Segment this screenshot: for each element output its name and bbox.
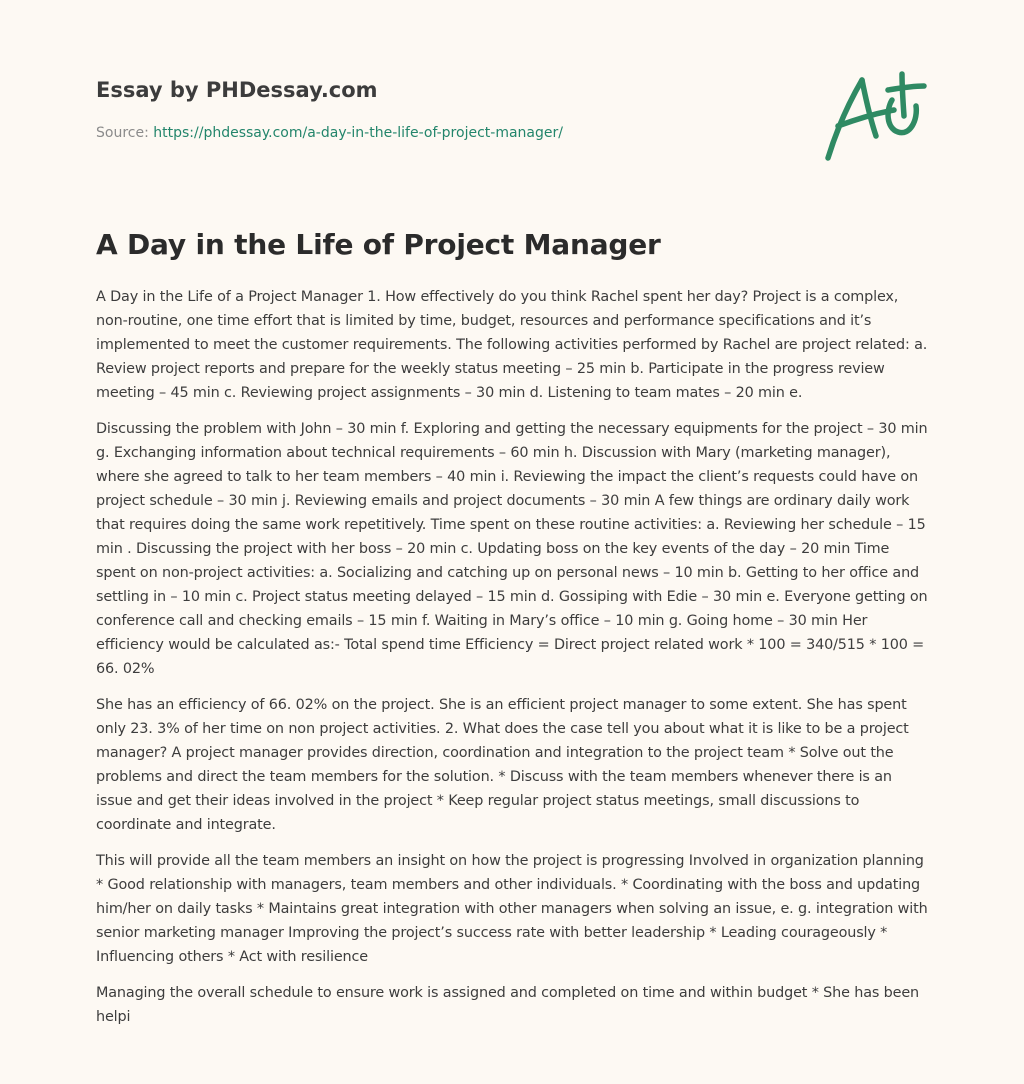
essay-title: A Day in the Life of Project Manager: [96, 228, 661, 261]
essay-paragraph: This will provide all the team members an insight on how the project is progressing Involved in organization planning * Good relationship with managers, team members and other individuals. * Coordinating with the boss and updating him/her on daily tasks * Maintains great integration with other managers when solving an issue, e. g. integration with senior marketing manager Improving the project’s success rate with better leadership * Leading courageously * Influencing others * Act with resilience: [96, 853, 928, 965]
essay-paragraph: A Day in the Life of a Project Manager 1. How effectively do you think Rachel spent her day? Project is a complex, non-routine, one time effort that is limited by time, budget, resources and performance specifications and it’s implemented to meet the customer requirements. The following activities performed by Rachel are project related: a. Review project reports and prepare for the weekly status meeting – 25 min b. Participate in the progress review meeting – 45 min c. Reviewing project assignments – 30 min d. Listening to team mates – 20 min e.: [96, 289, 928, 401]
essay-paragraph: She has an efficiency of 66. 02% on the project. She is an efficient project manager to some extent. She has spent only 23. 3% of her time on non project activities. 2. What does the case tell you about what it is like to be a project manager? A project manager provides direction, coordination and integration to the project team * Solve out the problems and direct the team members for the solution. * Discuss with the team members whenever there is an issue and get their ideas involved in the project * Keep regular project status meetings, small discussions to coordinate and integrate.: [96, 697, 909, 833]
source-line: [96, 123, 796, 143]
source-link[interactable]: https://phdessay.com/a-day-in-the-life-of-project-manager/: [153, 125, 563, 141]
site-title: Essay by PHDessay.com: [96, 78, 378, 102]
a-plus-grade-icon: [818, 66, 930, 166]
essay-paragraph: Managing the overall schedule to ensure work is assigned and completed on time and within budget * She has been helpi: [96, 985, 920, 1025]
essay-paragraph: Discussing the problem with John – 30 min f. Exploring and getting the necessary equipments for the project – 30 min g. Exchanging information about technical requirements – 60 min h. Discussion with Mary (marketing manager), where she agreed to talk to her team members – 40 min i. Reviewing the impact the client’s requests could have on project schedule – 30 min j. Reviewing emails and project documents – 30 min A few things are ordinary daily work that requires doing the same work repetitively. Time spent on these routine activities: a. Reviewing her schedule – 15 min . Discussing the project with her boss – 20 min c. Updating boss on the key events of the day – 20 min Time spent on non-project activities: a. Socializing and catching up on personal news – 10 min b. Getting to her office and settling in – 10 min c. Project status meeting delayed – 15 min d. Gossiping with Edie – 30 min e. Everyone getting on conference call and checking emails – 15 min f. Waiting in Mary’s office – 10 min g. Going home – 30 min Her efficiency would be calculated as:- Total spend time Efficiency = Direct project related work * 100 = 340/515 * 100 = 66. 02%: [96, 421, 928, 677]
page-header: [96, 76, 796, 143]
source-label: Source:: [96, 125, 154, 141]
essay-body: [96, 285, 932, 1041]
